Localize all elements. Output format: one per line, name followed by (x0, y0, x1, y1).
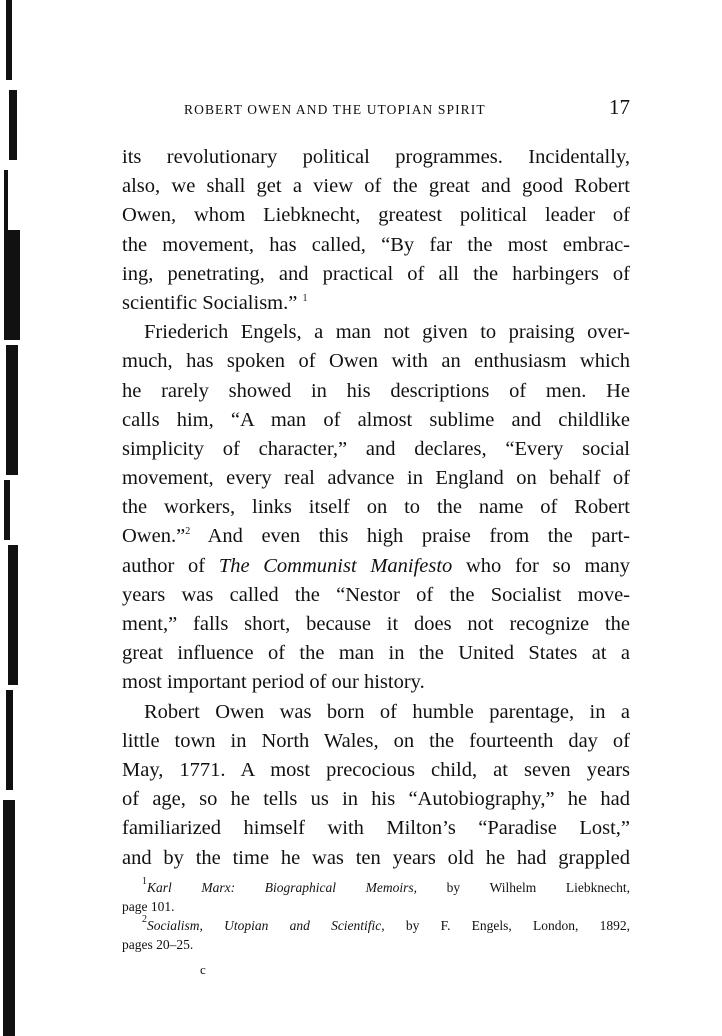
text-line: great influence of the man in the United States at a (122, 642, 630, 665)
footnote-text: by Wilhelm Liebknecht, (446, 880, 630, 895)
footnote-ref[interactable]: 2 (185, 526, 191, 538)
book-title: The Communist Manifesto (218, 554, 453, 577)
footnote-title: Karl Marx: Biographical Memoirs, (147, 880, 418, 895)
text-line: simplicity of character,” and declares, “Every social (122, 437, 630, 460)
text-fragment: And even this high praise from the part- (207, 525, 631, 548)
text-line: May, 1771. A most precocious child, at seven years (122, 758, 630, 781)
text-fragment: Owen.” (122, 525, 186, 548)
page-number: 17 (609, 95, 630, 119)
text-fragment: who for so many (466, 554, 631, 577)
text-line: of age, so he tells us in his “Autobiography,” he had (122, 788, 630, 811)
text-line: little town in North Wales, on the fourteenth day of (122, 729, 630, 752)
footnote-mark: 1 (142, 876, 147, 887)
text-line: calls him, “A man of almost sublime and childlike (122, 408, 630, 431)
signature-mark: c (200, 962, 206, 977)
footnote-2 (122, 916, 630, 935)
running-title: ROBERT OWEN AND THE UTOPIAN SPIRIT (184, 102, 486, 117)
text-line: Robert Owen was born of humble parentage, in a (144, 700, 630, 723)
text-line: ing, penetrating, and practical of all the harbingers of (122, 262, 630, 285)
text-line (122, 522, 630, 551)
text-line: much, has spoken of Owen with an enthusiasm which (122, 350, 630, 373)
text-line: movement, every real advance in England on behalf of (122, 467, 630, 490)
text-line: he rarely showed in his descriptions of men. He (122, 379, 630, 402)
text-fragment: scientific Socialism.” (122, 291, 298, 314)
text-line (122, 552, 630, 581)
footnote-title: Socialism, Utopian and Scientific, (147, 918, 385, 933)
text-line: Owen, whom Liebknecht, greatest political leader of (122, 204, 630, 227)
text-line: familiarized himself with Milton’s “Paradise Lost,” (122, 817, 630, 840)
footnote-1 (122, 878, 630, 897)
text-line: the movement, has called, “By far the most embrac- (122, 233, 630, 256)
page-binding-edge (0, 0, 24, 1036)
page-header (122, 95, 630, 122)
footnote-mark: 2 (142, 914, 147, 925)
text-line: the workers, links itself on to the name of Robert (122, 496, 630, 519)
text-line: years was called the “Nestor of the Socialist move- (122, 583, 630, 606)
text-line (122, 289, 630, 318)
text-fragment: author of (122, 554, 206, 577)
text-line: most important period of our history. (122, 671, 425, 694)
footnote-2-cont: pages 20–25. (122, 937, 194, 952)
text-line: and by the time he was ten years old he had grappled (122, 846, 630, 869)
footnote-ref[interactable]: 1 (302, 292, 308, 304)
text-line: also, we shall get a view of the great and good Robert (122, 175, 630, 198)
footnote-text: by F. Engels, London, 1892, (405, 918, 630, 933)
footnotes (122, 878, 630, 954)
footnote-1-cont: page 101. (122, 899, 175, 914)
text-line: Friederich Engels, a man not given to praising over- (144, 321, 630, 344)
body-text (122, 143, 630, 873)
text-line: ment,” falls short, because it does not recognize the (122, 613, 630, 635)
text-line: its revolutionary political programmes. Incidentally, (122, 146, 630, 168)
